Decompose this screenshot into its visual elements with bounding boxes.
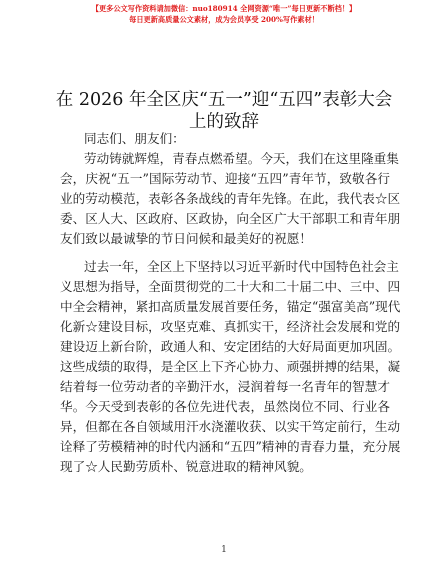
paragraph-line: 过去一年，全区上下坚持以习近平新时代中国特色社会主 — [84, 259, 399, 274]
paragraph-line: 劳动铸就辉煌，青春点燃希望。今天，我们在这里隆重集 — [84, 151, 399, 166]
paragraph-line: 委、区人大、区政府、区政协，向全区广大干部职工和青年朋 — [60, 211, 401, 226]
title-line-2: 上的致辞 — [189, 112, 259, 132]
paragraph-line: 结着每一位劳动者的辛勤汗水，浸润着每一名青年的智慧才 — [60, 379, 390, 394]
paragraph-line: 现了☆人民勤劳质朴、锐意进取的精神风貌。 — [60, 459, 312, 474]
paragraph-line: 异，但都在各自领域用汗水浇灌收获、以实干笃定前行，生动 — [60, 419, 401, 434]
header-banner — [0, 3, 448, 25]
paragraph-line: 诠释了劳模精神的时代内涵和“五四”精神的青春力量，充分展 — [60, 439, 401, 454]
title-line-1: 在 2026 年全区庆“五一”迎“五四”表彰大会 — [55, 90, 393, 110]
paragraph-line: 业的劳动模范，表彰各条战线的青年先锋。在此，我代表☆区 — [60, 191, 401, 206]
paragraph-line: 建设迈上新台阶，政通人和、安定团结的大好局面更加巩固。 — [60, 339, 401, 354]
paragraph-line: 义思想为指导，全面贯彻党的二十大和二十届二中、三中、四 — [60, 279, 401, 294]
salutation: 同志们、朋友们： — [84, 131, 185, 146]
paragraph-line: 化新☆建设目标，攻坚克难、真抓实干，经济社会发展和党的 — [60, 319, 401, 334]
paragraph-line: 会，庆祝“五一”国际劳动节、迎接“五四”青年节，致敬各行 — [60, 171, 390, 186]
banner-subscription-line: 每日更新高质量公文素材，成为会员享受 200%写作素材！ — [129, 15, 319, 24]
paragraph-line: 友们致以最诚挚的节日问候和最美好的祝愿！ — [60, 231, 312, 246]
document-title — [50, 89, 398, 133]
paragraph-gap — [60, 249, 390, 257]
paragraph-line: 中全会精神，紧扣高质量发展首要任务，锚定“强富美高”现代 — [60, 299, 401, 314]
banner-promo-line: 【更多公文写作资料请加微信：nuo180914 全网资源“唯一”每日更新不断档！】 — [91, 4, 357, 13]
paragraph-line: 华。今天受到表彰的各位先进代表，虽然岗位不同、行业各 — [60, 399, 390, 414]
paragraph-1 — [60, 149, 401, 249]
document-body — [60, 129, 401, 477]
paragraph-line: 这些成绩的取得，是全区上下齐心协力、顽强拼搏的结果，凝 — [60, 359, 401, 374]
page-number: 1 — [221, 545, 227, 555]
paragraph-2 — [60, 257, 401, 477]
